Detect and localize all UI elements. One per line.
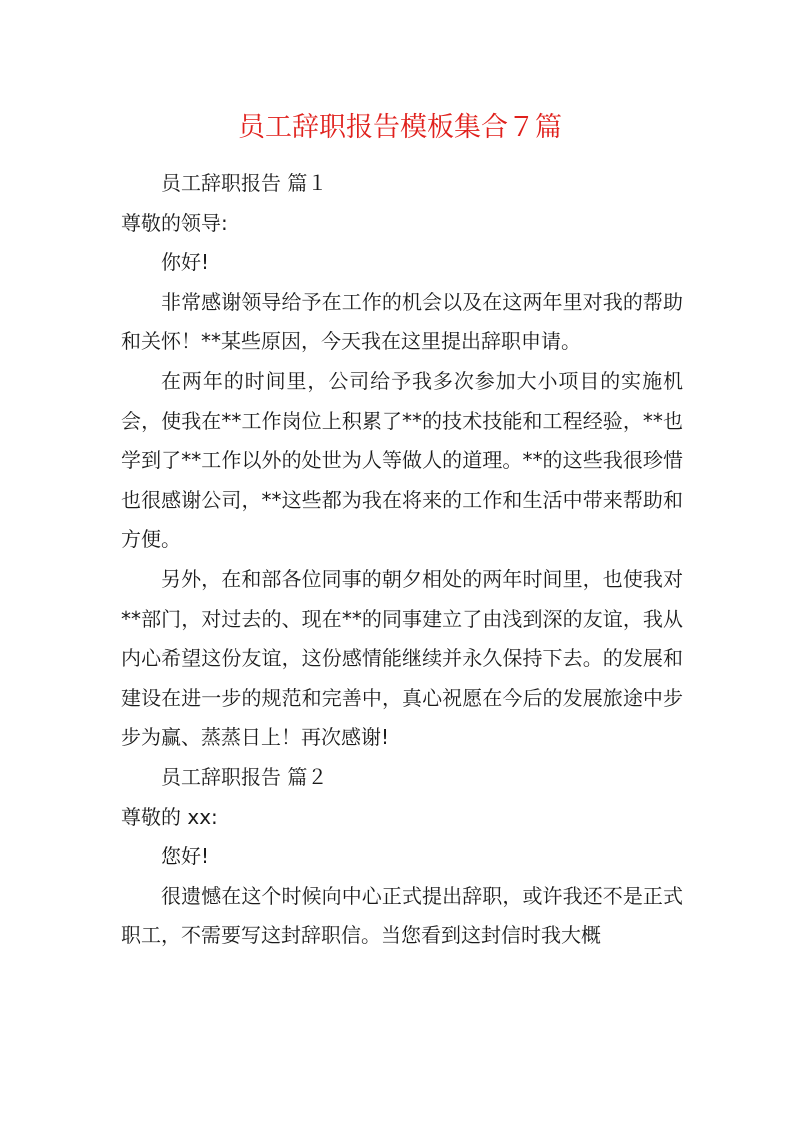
greeting-1: 你好! <box>161 250 210 275</box>
greeting-2: 您好! <box>161 844 210 869</box>
paragraph: 另外，在和部各位同事的朝夕相处的两年时间里，也使我对**部门，对过去的、现在**的同事建立了由浅到深的友谊，我从内心希望这份友谊，这份感情能继续并永久保持下去。的发展和建设在进一步的规范和完善中，真心祝愿在今后的发展旅途中步步为赢、蒸蒸日上！再次感谢! <box>121 566 683 750</box>
salutation-1: 尊敬的领导: <box>121 210 228 235</box>
section-heading-1: 员工辞职报告 篇１ <box>161 171 328 195</box>
section-heading-2: 员工辞职报告 篇２ <box>161 764 328 789</box>
salutation-2: 尊敬的 xx: <box>121 804 218 829</box>
paragraph: 非常感谢领导给予在工作的机会以及在这两年里对我的帮助和关怀！**某些原因，今天我在这里提出辞职申请。 <box>121 289 683 354</box>
paragraph: 很遗憾在这个时候向中心正式提出辞职，或许我还不是正式职工，不需要写这封辞职信。当您看到这封信时我大概 <box>121 883 683 948</box>
paragraph: 在两年的时间里，公司给予我多次参加大小项目的实施机会，使我在**工作岗位上积累了**的技术技能和工程经验，**也学到了**工作以外的处世为人等做人的道理。**的这些我很珍惜也很感谢公司，**这些都为我在将来的工作和生活中带来帮助和方便。 <box>121 368 683 552</box>
document-title: 员工辞职报告模板集合７篇 <box>238 112 562 143</box>
document-body <box>121 164 683 956</box>
